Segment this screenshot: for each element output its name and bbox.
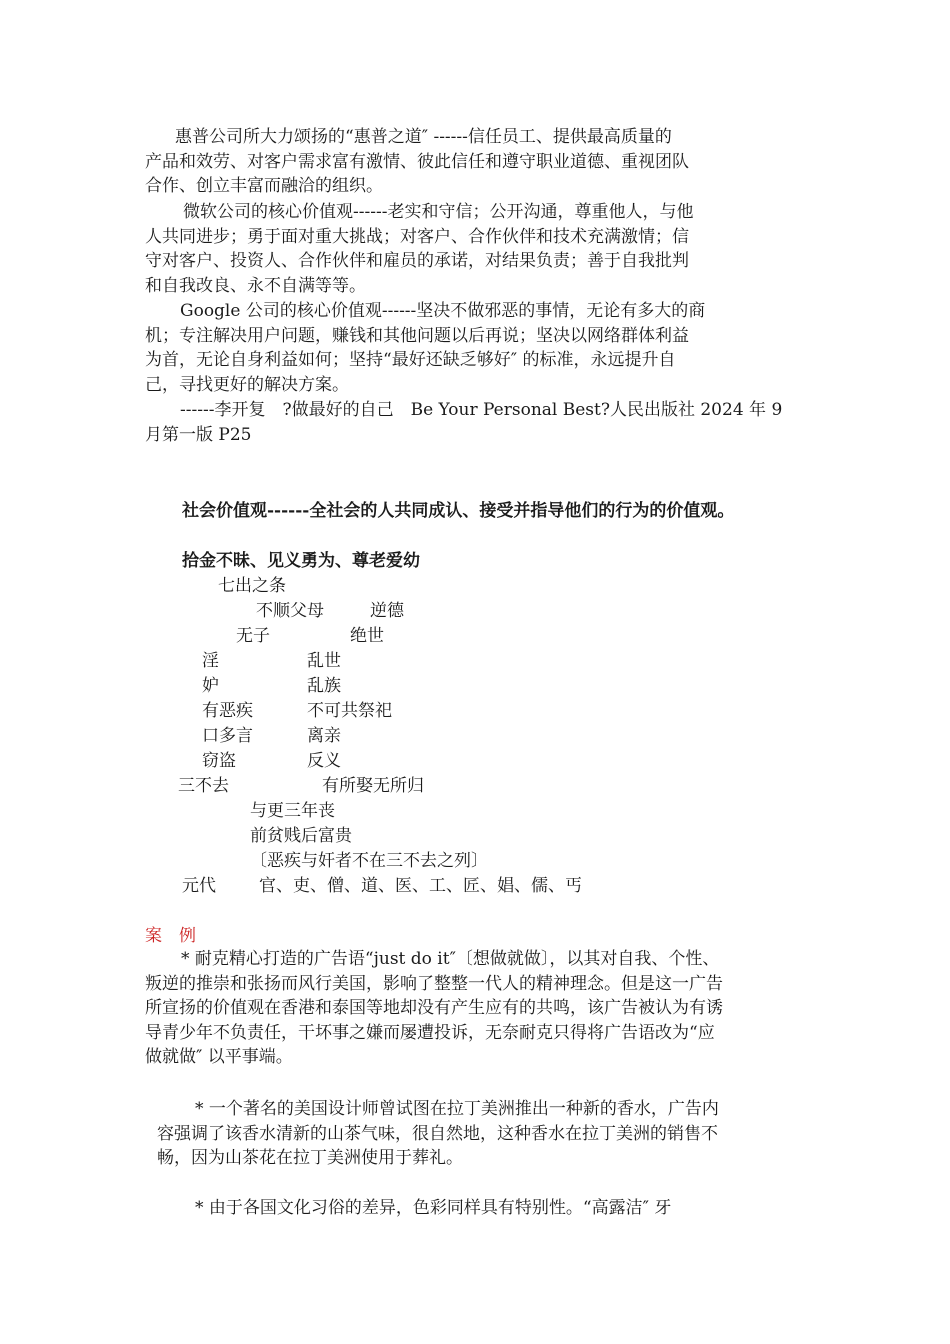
text-line: 导青少年不负责任，干坏事之嫌而屡遭投诉，无奈耐克只得将广告语改为“应	[145, 1022, 715, 1043]
case-nike	[145, 947, 807, 1070]
seven-outs-reason: 逆德	[370, 601, 404, 621]
text-line: ------李开复 ?做最好的自己 Be Your Personal Best?人民出版社 2024 年 9	[180, 400, 783, 420]
case-heading: 案 例	[145, 926, 196, 946]
text-line: 容强调了该香水清新的山茶气味，很自然地，这种香水在拉丁美洲的销售不	[157, 1123, 718, 1144]
citation	[145, 398, 825, 447]
seven-outs-reason: 乱族	[307, 676, 341, 696]
ms-paragraph	[145, 200, 805, 298]
seven-outs-reason: 反义	[307, 751, 341, 771]
seven-outs-item: 无子	[236, 626, 270, 646]
seven-outs-item: 窃盗	[202, 751, 236, 771]
seven-outs-reason: 不可共祭祀	[307, 701, 392, 721]
social-value-definition: 社会价值观------全社会的人共同成认、接受并指导他们的行为的价值观。	[182, 501, 735, 521]
text-line: 畅，因为山茶花在拉丁美洲使用于葬礼。	[157, 1148, 463, 1169]
text-line: 惠普公司所大力颂扬的“惠普之道″ ------信任员工、提供最高质量的	[175, 127, 672, 147]
text-line: 机；专注解决用户问题，赚钱和其他问题以后再说；坚决以网络群体利益	[145, 325, 689, 346]
text-line: Google 公司的核心价值观------坚决不做邪恶的事情，无论有多大的商	[180, 301, 706, 321]
seven-outs-item: 不顺父母	[256, 601, 324, 621]
text-line: 叛逆的推崇和张扬而风行美国，影响了整整一代人的精神理念。但是这一广告	[145, 973, 723, 994]
text-line: 守对客户、投资人、合作伙伴和雇员的承诺，对结果负责；善于自我批判	[145, 251, 689, 272]
seven-outs-reason: 绝世	[350, 626, 384, 646]
virtues-line: 拾金不昧、见义勇为、尊老爱幼	[182, 551, 420, 571]
seven-outs-title: 七出之条	[218, 576, 286, 596]
three-not-item: 有所娶无所归	[322, 776, 424, 796]
google-paragraph	[145, 299, 805, 397]
text-line: 微软公司的核心价值观------老实和守信；公开沟通，尊重他人，与他	[183, 202, 694, 222]
text-line: 和自我改良、永不自满等等。	[145, 275, 366, 296]
case-colgate: * 由于各国文化习俗的差异，色彩同样具有特别性。“高露洁″ 牙	[195, 1198, 672, 1218]
text-line: * 一个著名的美国设计师曾试图在拉丁美洲推出一种新的香水，广告内	[195, 1099, 719, 1119]
text-line: 人共同进步；勇于面对重大挑战；对客户、合作伙伴和技术充满激情；信	[145, 226, 689, 247]
seven-outs-item: 有恶疾	[202, 701, 253, 721]
yuan-label: 元代	[182, 876, 216, 896]
hp-paragraph	[145, 125, 805, 199]
seven-outs-item: 妒	[202, 676, 219, 696]
seven-outs-reason: 乱世	[307, 651, 341, 671]
text-line: 己，寻找更好的解决方案。	[145, 374, 349, 395]
text-line: 为首，无论自身利益如何；坚持“最好还缺乏够好″ 的标准，永远提升自	[145, 350, 676, 371]
case-perfume	[157, 1097, 807, 1171]
three-not-item: 前贫贱后富贵	[250, 826, 352, 846]
text-line: 合作、创立丰富而融洽的组织。	[145, 176, 383, 197]
text-line: 做就做″ 以平事端。	[145, 1047, 293, 1068]
three-not-label: 三不去	[178, 776, 229, 796]
yuan-ranks: 官、吏、僧、道、医、工、匠、娼、儒、丐	[259, 876, 582, 896]
seven-outs-item: 淫	[202, 651, 219, 671]
seven-outs-reason: 离亲	[307, 726, 341, 746]
three-not-item: 与更三年丧	[250, 801, 335, 821]
seven-outs-item: 口多言	[202, 726, 253, 746]
text-line: 月第一版 P25	[145, 424, 252, 445]
text-line: 产品和效劳、对客户需求富有激情、彼此信任和遵守职业道德、重视团队	[145, 151, 689, 172]
text-line: * 耐克精心打造的广告语“just do it″〔想做就做〕，以其对自我、个性、	[181, 949, 720, 969]
text-line: 所宣扬的价值观在香港和泰国等地却没有产生应有的共鸣，该广告被认为有诱	[145, 998, 723, 1019]
three-not-note: 〔恶疾与奸者不在三不去之列〕	[250, 851, 488, 871]
